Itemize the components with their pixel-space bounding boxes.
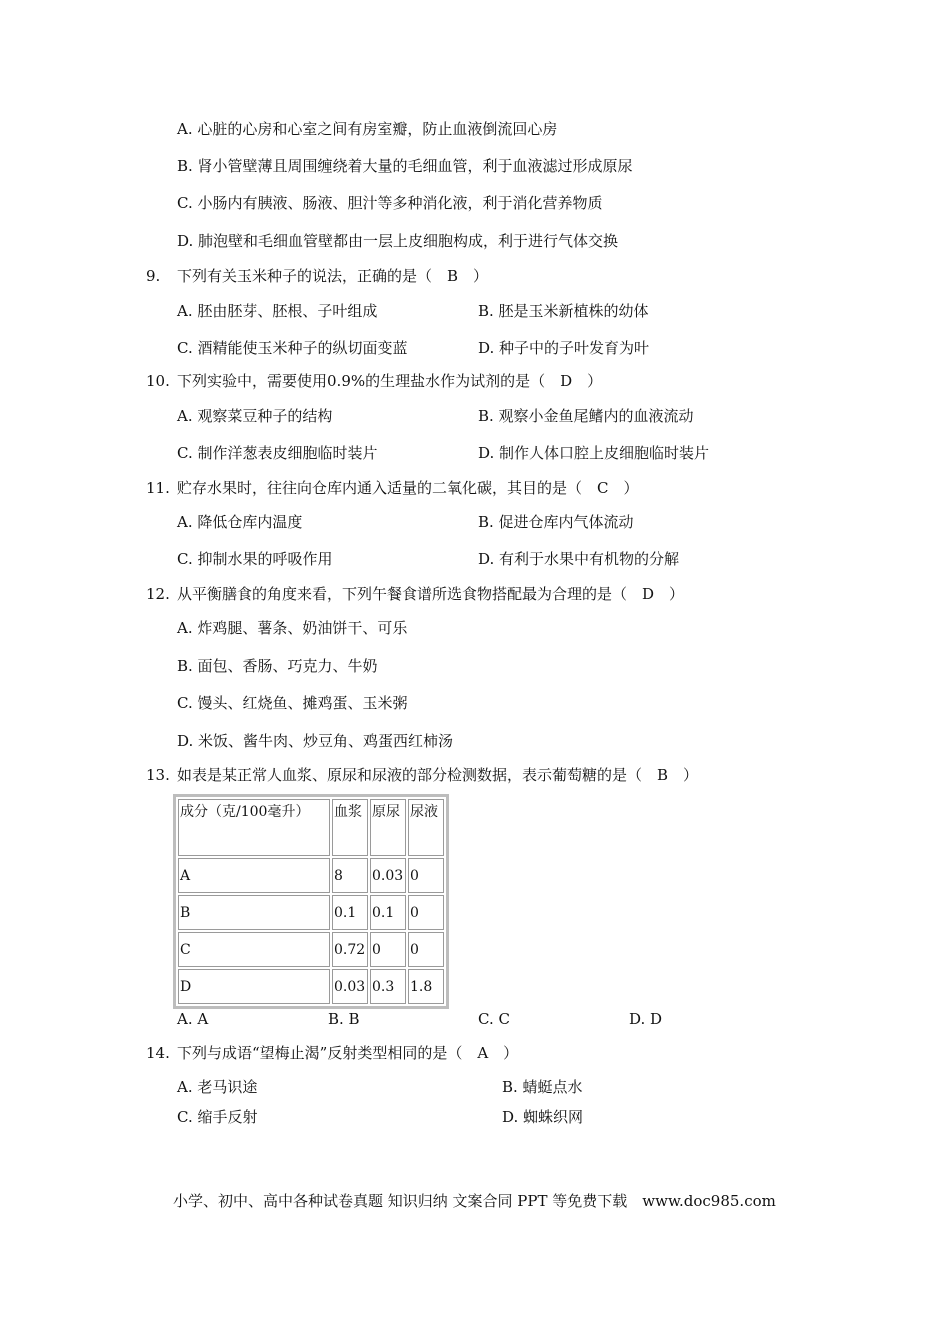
q11-option-d: D. 有利于水果中有机物的分解 — [478, 550, 680, 568]
table-cell: 0.72 — [332, 932, 368, 967]
q8-option-d: D. 肺泡壁和毛细血管壁都由一层上皮细胞构成，利于进行气体交换 — [177, 232, 619, 250]
table-cell: 0.03 — [332, 969, 368, 1004]
table-cell: 0.03 — [370, 858, 406, 893]
q14-option-c: C. 缩手反射 — [177, 1108, 258, 1126]
q10-number: 10. — [146, 372, 170, 390]
q14-option-b: B. 蜻蜓点水 — [502, 1078, 583, 1096]
q11-number: 11. — [146, 479, 170, 497]
table-cell: 0 — [408, 895, 444, 930]
q9-number: 9. — [146, 267, 161, 285]
table-cell: 0 — [370, 932, 406, 967]
table-header-cell: 原尿 — [370, 799, 406, 856]
q13-option-a: A. A — [177, 1010, 209, 1028]
table-row — [178, 858, 444, 893]
q11-option-b: B. 促进仓库内气体流动 — [478, 513, 634, 531]
table-row — [178, 969, 444, 1004]
q12-option-a: A. 炸鸡腿、薯条、奶油饼干、可乐 — [177, 619, 408, 637]
q14-stem: 下列与成语“望梅止渴”反射类型相同的是（ A ） — [177, 1044, 519, 1062]
table-row — [178, 932, 444, 967]
q10-option-c: C. 制作洋葱表皮细胞临时装片 — [177, 444, 378, 462]
table-cell: D — [178, 969, 330, 1004]
q10-option-d: D. 制作人体口腔上皮细胞临时装片 — [478, 444, 710, 462]
table-cell: 1.8 — [408, 969, 444, 1004]
table-header-row — [178, 799, 444, 856]
q8-option-c: C. 小肠内有胰液、肠液、胆汁等多种消化液，利于消化营养物质 — [177, 194, 603, 212]
table-cell: B — [178, 895, 330, 930]
q10-option-a: A. 观察菜豆种子的结构 — [177, 407, 333, 425]
q13-stem: 如表是某正常人血浆、原尿和尿液的部分检测数据，表示葡萄糖的是（ B ） — [177, 766, 699, 784]
q13-option-d: D. D — [629, 1010, 663, 1028]
q13-option-b: B. B — [328, 1010, 360, 1028]
table-cell: 0.1 — [332, 895, 368, 930]
q12-option-b: B. 面包、香肠、巧克力、牛奶 — [177, 657, 378, 675]
q9-option-a: A. 胚由胚芽、胚根、子叶组成 — [177, 302, 378, 320]
table-header-cell: 尿液 — [408, 799, 444, 856]
table-header-cell: 血浆 — [332, 799, 368, 856]
table-cell: 0 — [408, 932, 444, 967]
q8-option-a: A. 心脏的心房和心室之间有房室瓣，防止血液倒流回心房 — [177, 120, 558, 138]
q9-option-b: B. 胚是玉米新植株的幼体 — [478, 302, 649, 320]
q13-number: 13. — [146, 766, 170, 784]
table-cell: 0.3 — [370, 969, 406, 1004]
q9-option-d: D. 种子中的子叶发育为叶 — [478, 339, 650, 357]
q12-stem: 从平衡膳食的角度来看，下列午餐食谱所选食物搭配最为合理的是（ D ） — [177, 585, 685, 603]
q10-option-b: B. 观察小金鱼尾鳍内的血液流动 — [478, 407, 694, 425]
q9-stem: 下列有关玉米种子的说法，正确的是（ B ） — [177, 267, 489, 285]
q9-option-c: C. 酒精能使玉米种子的纵切面变蓝 — [177, 339, 408, 357]
q11-option-c: C. 抑制水果的呼吸作用 — [177, 550, 333, 568]
blood-urine-data-table — [173, 794, 449, 1009]
table-row — [178, 895, 444, 930]
table-cell: 8 — [332, 858, 368, 893]
page-footer: 小学、初中、高中各种试卷真题 知识归纳 文案合同 PPT 等免费下载 www.doc985.com — [173, 1192, 776, 1210]
q8-option-b: B. 肾小管壁薄且周围缠绕着大量的毛细血管，利于血液滤过形成原尿 — [177, 157, 633, 175]
q14-option-d: D. 蜘蛛织网 — [502, 1108, 584, 1126]
q11-stem: 贮存水果时，往往向仓库内通入适量的二氧化碳，其目的是（ C ） — [177, 479, 639, 497]
q13-option-c: C. C — [478, 1010, 510, 1028]
q11-option-a: A. 降低仓库内温度 — [177, 513, 303, 531]
table-cell: 0.1 — [370, 895, 406, 930]
table-cell: C — [178, 932, 330, 967]
q10-stem: 下列实验中，需要使用0.9%的生理盐水作为试剂的是（ D ） — [177, 372, 603, 390]
table-header-cell: 成分（克/100毫升） — [178, 799, 330, 856]
table-cell: 0 — [408, 858, 444, 893]
q12-option-c: C. 馒头、红烧鱼、摊鸡蛋、玉米粥 — [177, 694, 408, 712]
q12-number: 12. — [146, 585, 170, 603]
q14-option-a: A. 老马识途 — [177, 1078, 258, 1096]
q14-number: 14. — [146, 1044, 170, 1062]
table-cell: A — [178, 858, 330, 893]
q12-option-d: D. 米饭、酱牛肉、炒豆角、鸡蛋西红柿汤 — [177, 732, 454, 750]
